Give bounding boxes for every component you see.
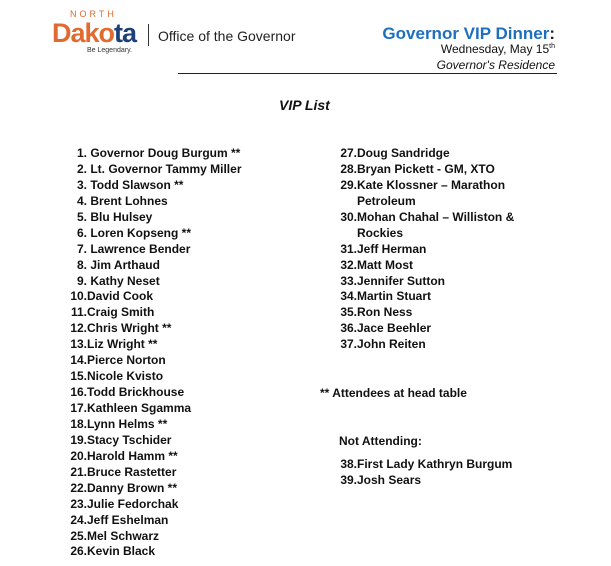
- list-item: [339, 178, 514, 194]
- item-number: 30.: [340, 209, 357, 224]
- head-table-note: ** Attendees at head table: [320, 386, 467, 400]
- item-number: 9.: [76, 273, 87, 288]
- event-location: Governor's Residence: [436, 58, 555, 72]
- item-number: 36.: [340, 321, 357, 336]
- list-item: [69, 544, 242, 560]
- item-name: Danny Brown **: [87, 480, 178, 495]
- list-item: [69, 226, 242, 242]
- item-name: Jace Beehler: [357, 321, 432, 336]
- item-name: Blu Hulsey: [90, 209, 153, 224]
- item-name: Martin Stuart: [357, 289, 432, 304]
- item-number: 8.: [76, 257, 87, 272]
- list-item: [339, 305, 514, 321]
- logo-dako-text: Dako: [52, 18, 115, 48]
- list-item: [69, 481, 242, 497]
- list-item: [339, 210, 514, 226]
- list-item: [69, 433, 242, 449]
- item-number: 17.: [70, 401, 87, 415]
- event-title: [382, 24, 555, 44]
- list-item: [69, 210, 242, 226]
- list-item: [69, 194, 242, 210]
- item-name: Doug Sandridge: [357, 146, 450, 160]
- item-name: David Cook: [87, 289, 154, 304]
- event-date: [441, 42, 555, 56]
- list-item: [339, 242, 514, 258]
- item-number: 16.: [70, 385, 87, 400]
- item-number: 35.: [340, 305, 357, 320]
- item-name-continued: Petroleum: [357, 193, 416, 208]
- list-item: [69, 178, 242, 194]
- item-name: Jennifer Sutton: [357, 273, 446, 288]
- item-name: Lt. Governor Tammy Miller: [90, 161, 242, 176]
- item-number: 34.: [340, 289, 357, 304]
- item-number: 31.: [340, 241, 357, 256]
- nd-logo: [52, 18, 136, 48]
- item-number: 26.: [70, 544, 87, 559]
- list-item: [339, 274, 514, 290]
- item-name: Chris Wright **: [87, 321, 172, 336]
- item-number: 13.: [70, 337, 87, 352]
- item-number: 20.: [70, 448, 87, 463]
- item-name: Jeff Eshelman: [87, 512, 169, 527]
- item-name: Kathleen Sgamma: [87, 401, 192, 415]
- list-item: [69, 513, 242, 529]
- item-name-continued: Rockies: [357, 225, 404, 240]
- logo-divider: [148, 24, 149, 46]
- item-name: Nicole Kvisto: [87, 369, 164, 384]
- list-item: [69, 529, 242, 545]
- item-number: 22.: [70, 480, 87, 495]
- item-number: 21.: [70, 464, 87, 479]
- not-attending-heading: Not Attending:: [339, 434, 422, 448]
- item-number: 15.: [70, 369, 87, 384]
- item-number: 4.: [76, 193, 87, 208]
- item-number: 28.: [340, 161, 357, 176]
- item-number: 14.: [70, 353, 87, 368]
- item-name: Mel Schwarz: [87, 528, 160, 543]
- item-name: John Reiten: [357, 337, 426, 352]
- item-name: Brent Lohnes: [90, 193, 168, 208]
- item-name: Matt Most: [357, 257, 413, 272]
- item-number: 29.: [340, 177, 357, 192]
- item-name: Liz Wright **: [87, 337, 158, 352]
- list-item: [69, 305, 242, 321]
- item-name: Bryan Pickett - GM, XTO: [357, 161, 495, 176]
- item-name: Pierce Norton: [87, 353, 166, 368]
- item-name: Ron Ness: [357, 305, 413, 320]
- item-number: 27.: [340, 146, 357, 160]
- vip-list-right: [339, 146, 514, 353]
- item-number: 18.: [70, 416, 87, 431]
- item-number: 7.: [76, 241, 87, 256]
- item-number: 37.: [340, 337, 357, 352]
- item-name: Craig Smith: [87, 305, 155, 320]
- item-name: Harold Hamm **: [87, 448, 178, 463]
- item-name: Kathy Neset: [90, 273, 160, 288]
- not-attending-list: [339, 457, 512, 489]
- item-name: Todd Slawson **: [90, 177, 184, 192]
- item-name: Stacy Tschider: [87, 432, 172, 447]
- list-item: [69, 337, 242, 353]
- list-item: [339, 457, 512, 473]
- list-item: [69, 449, 242, 465]
- list-item: [69, 497, 242, 513]
- logo-north-text: NORTH: [70, 9, 117, 19]
- list-title: VIP List: [279, 97, 330, 113]
- item-number: 11.: [70, 305, 87, 320]
- list-item: [69, 242, 242, 258]
- list-item: [69, 369, 242, 385]
- item-name: Bruce Rastetter: [87, 464, 177, 479]
- item-name: Lynn Helms **: [87, 416, 168, 431]
- list-item-continuation: [339, 194, 514, 210]
- logo-tagline: Be Legendary.: [87, 47, 133, 54]
- item-number: 12.: [70, 321, 87, 336]
- item-name: Jeff Herman: [357, 241, 427, 256]
- item-number: 33.: [340, 273, 357, 288]
- list-item: [339, 289, 514, 305]
- item-name: Josh Sears: [357, 472, 422, 487]
- item-number: 38.: [340, 457, 357, 471]
- list-item: [339, 162, 514, 178]
- event-title-text: Governor VIP Dinner: [382, 24, 550, 43]
- item-name: Lawrence Bender: [90, 241, 191, 256]
- item-number: 2.: [76, 161, 87, 176]
- list-item: [69, 274, 242, 290]
- item-name: Mohan Chahal – Williston &: [357, 209, 515, 224]
- event-date-text: Wednesday, May 15: [440, 42, 550, 56]
- item-number: 24.: [70, 512, 87, 527]
- item-number: 23.: [70, 496, 87, 511]
- list-item: [69, 417, 242, 433]
- item-name: Loren Kopseng **: [90, 225, 192, 240]
- event-title-colon: :: [549, 24, 555, 43]
- list-item: [69, 321, 242, 337]
- logo-ta-text: ta: [114, 18, 137, 48]
- item-number: 32.: [340, 257, 357, 272]
- list-item: [339, 258, 514, 274]
- item-number: 10.: [70, 289, 87, 304]
- item-name: Julie Fedorchak: [87, 496, 179, 511]
- item-name: First Lady Kathryn Burgum: [357, 457, 513, 471]
- list-item: [69, 289, 242, 305]
- item-name: Kate Klossner – Marathon: [357, 177, 506, 192]
- item-name: Jim Arthaud: [90, 257, 160, 272]
- header-rule: [178, 73, 557, 74]
- list-item: [69, 146, 242, 162]
- list-item: [69, 385, 242, 401]
- item-name: Governor Doug Burgum **: [90, 146, 241, 160]
- item-number: 1.: [76, 146, 87, 160]
- list-item: [339, 337, 514, 353]
- vip-list-left: [69, 146, 242, 560]
- list-item: [339, 146, 514, 162]
- list-item: [69, 465, 242, 481]
- list-item: [69, 401, 242, 417]
- event-date-suffix: th: [549, 43, 555, 50]
- item-name: Kevin Black: [87, 544, 156, 559]
- list-item: [339, 321, 514, 337]
- item-number: 25.: [70, 528, 87, 543]
- list-item-continuation: [339, 226, 514, 242]
- list-item: [69, 162, 242, 178]
- office-title: Office of the Governor: [158, 28, 296, 44]
- list-item: [339, 473, 512, 489]
- list-item: [69, 258, 242, 274]
- item-number: 3.: [76, 177, 87, 192]
- item-number: 5.: [76, 209, 87, 224]
- list-item: [69, 353, 242, 369]
- item-name: Todd Brickhouse: [87, 385, 185, 400]
- item-number: 39.: [340, 472, 357, 487]
- item-number: 6.: [76, 225, 87, 240]
- item-number: 19.: [70, 432, 87, 447]
